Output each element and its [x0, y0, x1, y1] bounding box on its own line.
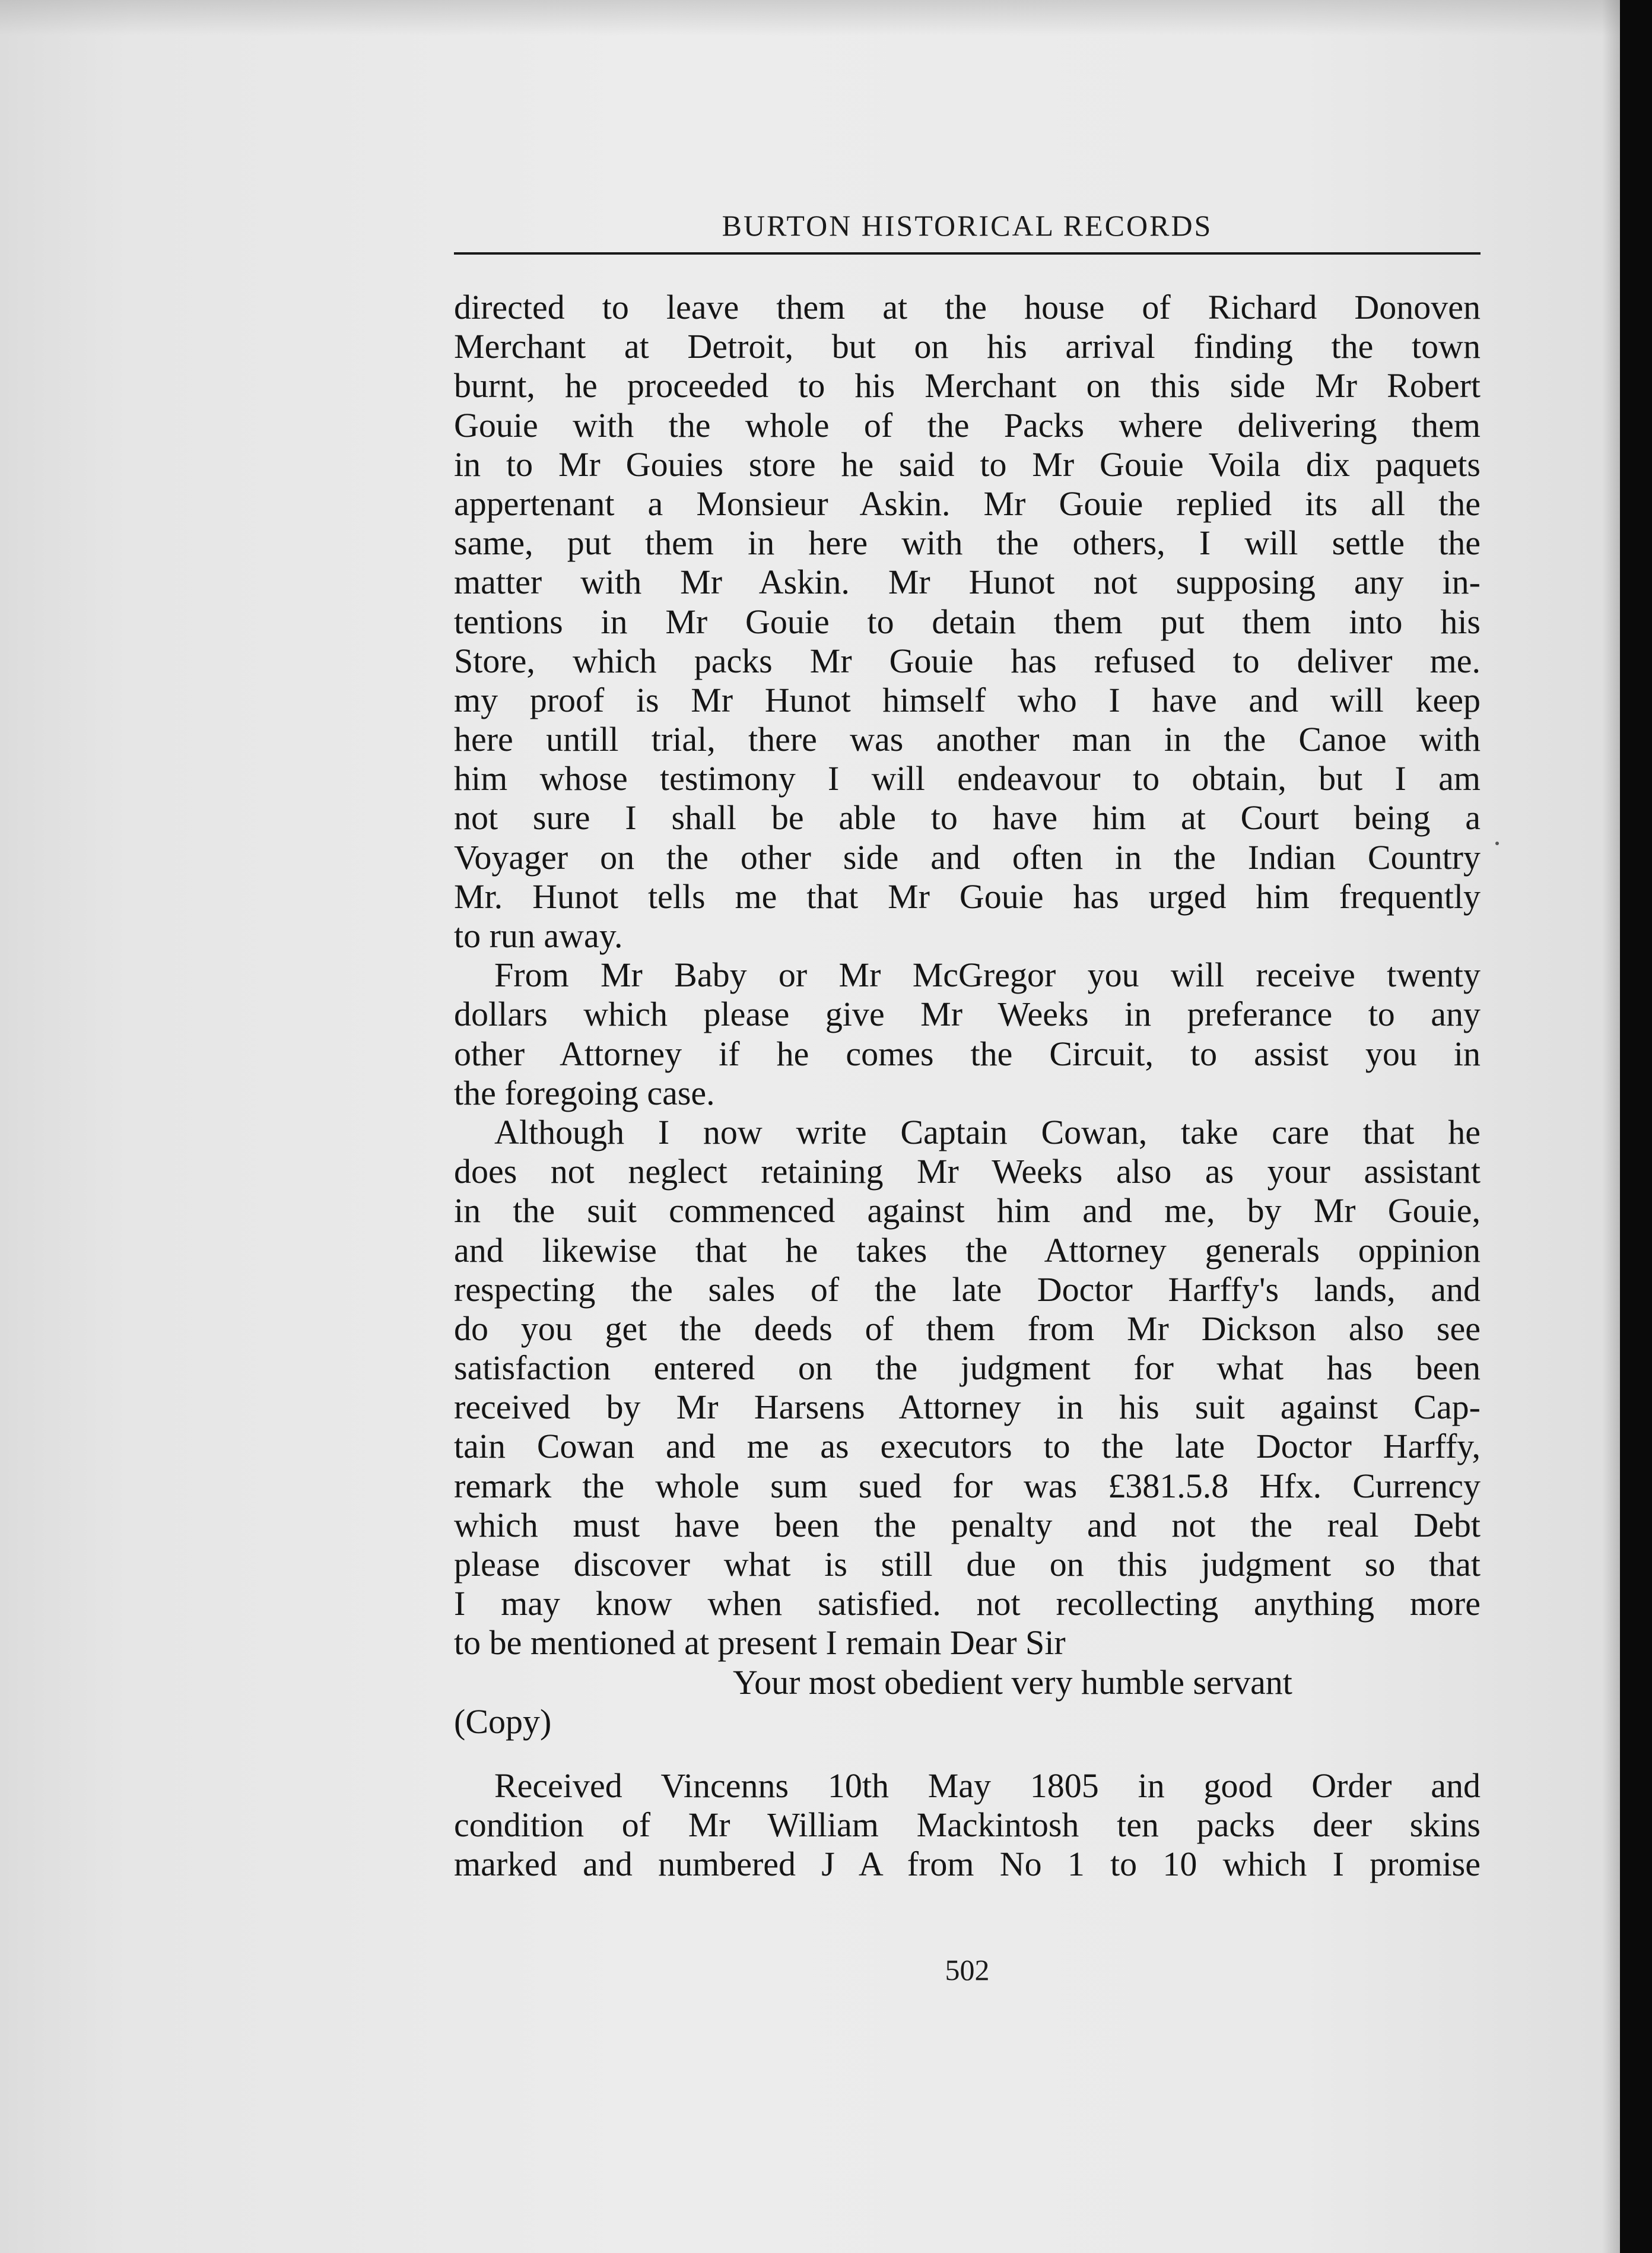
text-line: received by Mr Harsens Attorney in his suit against Cap- [454, 1388, 1481, 1427]
page-top-shadow [0, 0, 1620, 36]
text-line: here untill trial, there was another man in the Canoe with [454, 720, 1481, 759]
text-line: tain Cowan and me as executors to the late Doctor Harffy, [454, 1427, 1481, 1466]
text-line: do you get the deeds of them from Mr Dickson also see [454, 1309, 1481, 1348]
text-line: matter with Mr Askin. Mr Hunot not supposing any in- [454, 563, 1481, 602]
text-line: to run away. [454, 916, 623, 955]
text-line: directed to leave them at the house of Richard Donoven [454, 288, 1481, 326]
text-line: Merchant at Detroit, but on his arrival finding the town [454, 327, 1481, 366]
text-line: I may know when satisfied. not recollecting anything more [454, 1584, 1481, 1623]
text-line: marked and numbered J A from No 1 to 10 which I promise [454, 1845, 1481, 1884]
text-line: condition of Mr William Mackintosh ten packs deer skins [454, 1805, 1481, 1845]
text-line: my proof is Mr Hunot himself who I have and will keep [454, 680, 1481, 719]
text-line: Although I now write Captain Cowan, take care that he [494, 1112, 1481, 1151]
running-head-title: BURTON HISTORICAL RECORDS [722, 209, 1213, 242]
page-edge-shadow [1602, 0, 1620, 2253]
text-line: not sure I shall be able to have him at Court being a [454, 798, 1481, 837]
stray-mark [1495, 842, 1499, 845]
text-line: to be mentioned at present I remain Dear Sir [454, 1623, 1066, 1662]
text-line: appertenant a Monsieur Askin. Mr Gouie replied its all the [454, 484, 1481, 523]
text-line: respecting the sales of the late Doctor Harffy's lands, and [454, 1270, 1481, 1309]
text-line: Mr. Hunot tells me that Mr Gouie has urged him frequently [454, 877, 1481, 916]
text-line: tentions in Mr Gouie to detain them put them into his [454, 602, 1481, 641]
text-line: Gouie with the whole of the Packs where delivering them [454, 405, 1481, 445]
text-line: and likewise that he takes the Attorney generals oppinion [454, 1230, 1481, 1270]
page-number: 502 [945, 1953, 990, 1987]
text-line: Store, which packs Mr Gouie has refused to deliver me. [454, 641, 1481, 680]
text-line: remark the whole sum sued for was £381.5.8 Hfx. Currency [454, 1466, 1481, 1505]
text-line: the foregoing case. [454, 1073, 715, 1112]
text-line: which must have been the penalty and not the real Debt [454, 1505, 1481, 1544]
running-head-rule [454, 252, 1481, 255]
text-line: burnt, he proceeded to his Merchant on this side Mr Robert [454, 366, 1481, 405]
text-line: does not neglect retaining Mr Weeks also as your assistant [454, 1152, 1481, 1191]
running-head [454, 205, 1481, 252]
text-line: him whose testimony I will endeavour to obtain, but I am [454, 759, 1481, 798]
text-line: in the suit commenced against him and me, by Mr Gouie, [454, 1191, 1481, 1230]
closing-line: Your most obedient very humble servant [733, 1662, 1292, 1702]
text-line: Voyager on the other side and often in the Indian Country [454, 837, 1481, 877]
text-line: dollars which please give Mr Weeks in preferance to any [454, 995, 1481, 1034]
text-line: in to Mr Gouies store he said to Mr Gouie Voila dix paquets [454, 445, 1481, 484]
text-line: From Mr Baby or Mr McGregor you will receive twenty [494, 956, 1481, 995]
text-line: Received Vincenns 10th May 1805 in good Order and [494, 1766, 1481, 1805]
body-text [454, 288, 1481, 1884]
text-line: other Attorney if he comes the Circuit, to assist you in [454, 1034, 1481, 1073]
text-line: satisfaction entered on the judgment for what has been [454, 1348, 1481, 1388]
copy-label: (Copy) [454, 1702, 552, 1741]
text-line: please discover what is still due on this judgment so that [454, 1545, 1481, 1584]
text-line: same, put them in here with the others, I will settle the [454, 523, 1481, 563]
